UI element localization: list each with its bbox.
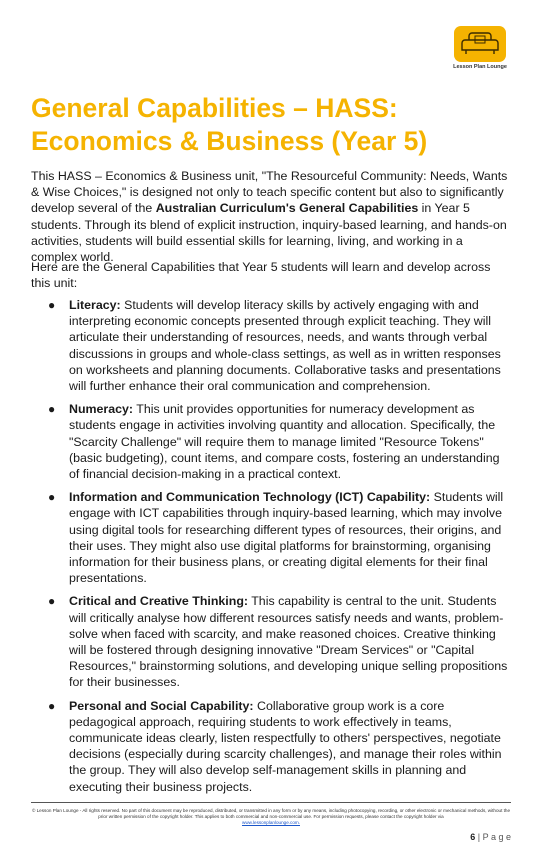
bullet-icon: ● [48, 402, 56, 417]
bullet-icon: ● [48, 594, 56, 609]
list-item [31, 698, 511, 795]
capabilities-list [31, 297, 511, 802]
brand-logo [446, 26, 514, 76]
capability-text: This unit provides opportunities for numeracy development as students engage in activities involving quantity and allocation. Specifically, the "Scarcity Challenge" will require them to manage limited "Resource Tokens" (basic budgeting), count items, and compare costs, fostering an understanding of financial decision-making in a practical context. [69, 402, 500, 482]
list-item [31, 297, 511, 394]
page-label: P a g e [482, 832, 511, 842]
capability-term: Personal and Social Capability: [69, 698, 254, 713]
bullet-icon: ● [48, 490, 56, 505]
footer-divider [31, 802, 511, 803]
list-item [31, 401, 511, 482]
capability-term: Literacy: [69, 298, 121, 312]
intro-text-2: in Year 5 students. Through its blend of explicit instruction, inquiry-based learning, and hands-on activities, students will build essential skills for learning, living, and working in a complex world. [31, 201, 507, 265]
list-item [31, 593, 511, 690]
capability-text: This capability is central to the unit. Students will critically analyse how different resources satisfy needs and wants, problem-solve when faced with scarcity, and make reasoned choices. Creative thinking will be fostered through designing innovative "Dream Services" or "Capital Resources," brainstorming solutions, and developing unique selling propositions for their businesses. [69, 594, 508, 690]
footer-text: © Lesson Plan Lounge - All rights reserved. No part of this document may be reproduced, distributed, or transmitted in any form or by any means, including photocopying, recording, or other electronic or mechanical methods, without the prior written permission of the copyright holder. This applies to both commercial and non-commercial use. For permission requests, please contact the copyright holder via [31, 808, 511, 820]
capability-term: Numeracy: [69, 402, 134, 417]
lead-paragraph: Here are the General Capabilities that Year 5 students will learn and develop across this unit: [31, 260, 491, 291]
list-item [31, 489, 511, 586]
page-title: General Capabilities – HASS: Economics & Business (Year 5) [31, 93, 428, 156]
bullet-icon: ● [48, 298, 56, 312]
footer-link[interactable]: www.lessonplanlounge.com. [242, 820, 300, 826]
intro-text-1: This HASS – Economics & Business unit, "The Resourceful Community: Needs, Wants & Wise Choices," is designed not only to teach specific content but also to significantly develop several of the [31, 169, 508, 216]
couch-icon [454, 26, 506, 62]
capability-text: Students will develop literacy skills by actively engaging with and interpreting economic concepts presented through explicit teaching. They will articulate their understanding of resources, needs, and wants through verbal discussions in groups and whole-class settings, as well as in written responses on worksheets and planning documents. Collaborative tasks and presentations will further enhance their oral communication and comprehension. [69, 298, 501, 394]
intro-bold: Australian Curriculum's General Capabilities [155, 201, 419, 216]
footer-copyright [31, 808, 511, 827]
page-number-value: 6 [470, 832, 476, 842]
bullet-icon: ● [48, 698, 56, 713]
intro-paragraph [31, 168, 511, 265]
capability-text: Collaborative group work is a core pedagogical approach, requiring students to work effectively in teams, communicate ideas clearly, listen respectfully to others' perspectives, negotiate decisions (especially during scarcity challenges), and manage their roles within the group. They will also develop self-management skills in planning and executing their business projects. [69, 698, 502, 794]
capability-term: Critical and Creative Thinking: [69, 594, 249, 609]
page-number [470, 832, 511, 842]
capability-text: Students will engage with ICT capabilities through inquiry-based learning, which may involve using digital tools for researching different types of resources, their origins, and their uses. They might also use digital platforms for brainstorming, organising information for their business plans, or creating digital elements for their final presentations. [69, 490, 504, 586]
logo-text: Lesson Plan Lounge [453, 64, 507, 70]
capability-term: Information and Communication Technology (ICT) Capability: [69, 490, 431, 505]
page-separator: | [477, 832, 481, 842]
